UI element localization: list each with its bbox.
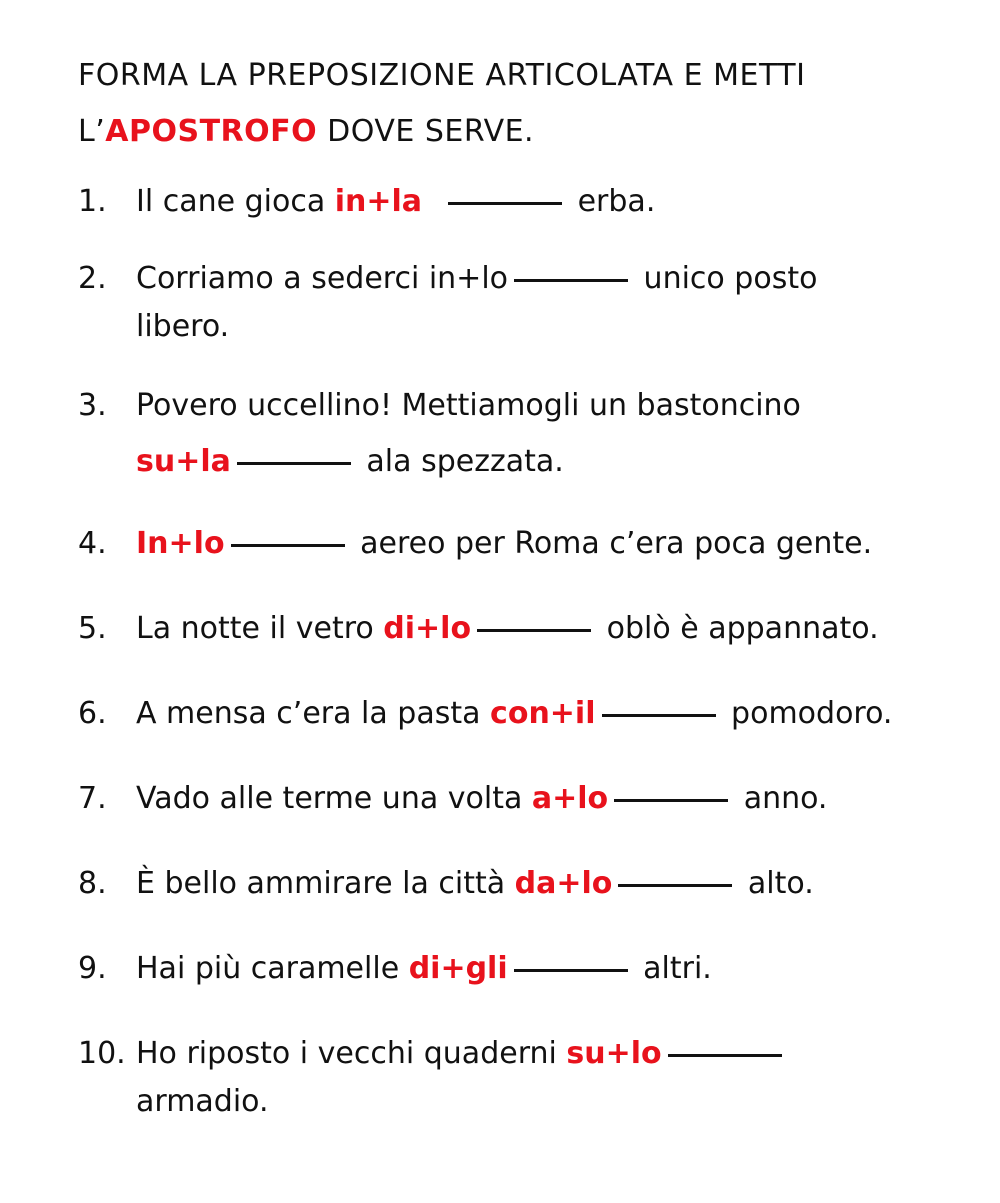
text-after: pomodoro. [721,696,893,731]
exercise-2 [78,255,958,351]
answer-blank[interactable] [231,543,345,547]
preposition-hint: su+la [136,444,231,479]
text-before: Povero uccellino! Mettiamogli un bastoncino [136,388,801,423]
exercise-10 [78,1030,958,1126]
text-after: alto. [738,866,814,901]
preposition-hint: in+la [334,184,423,219]
answer-blank[interactable] [514,278,628,282]
exercise-5 [78,605,958,653]
text-after: altri. [633,951,712,986]
exercise-1 [78,178,958,226]
answer-blank[interactable] [237,461,351,465]
exercise-number: 1. [78,184,107,219]
exercise-number: 2. [78,261,107,296]
exercise-9 [78,945,958,993]
preposition-hint: da+lo [514,866,613,901]
exercise-number: 6. [78,696,107,731]
text-before: A mensa c’era la pasta [136,696,491,731]
preposition-hint: di+gli [408,951,508,986]
answer-blank[interactable] [668,1053,782,1057]
preposition-hint: di+lo [383,611,472,646]
preposition-hint: a+lo [531,781,609,816]
title-prefix: L’ [78,114,106,149]
exercise-number: 10. [78,1036,126,1071]
text-after: oblò è appannato. [597,611,879,646]
text-before: La notte il vetro [136,611,384,646]
text-after: erba. [568,184,656,219]
preposition-hint: In+lo [136,526,225,561]
text-after: anno. [734,781,828,816]
text-before: Il cane gioca [136,184,335,219]
answer-blank[interactable] [477,628,591,632]
text-after: ala spezzata. [356,444,564,479]
answer-blank[interactable] [618,883,732,887]
exercise-number: 9. [78,951,107,986]
title-suffix: DOVE SERVE. [317,114,535,149]
answer-blank[interactable] [448,201,562,205]
exercise-number: 3. [78,388,107,423]
exercise-6 [78,690,958,738]
title-highlight: APOSTROFO [105,114,318,149]
text-after-line-2: libero. [136,309,230,344]
answer-blank[interactable] [614,798,728,802]
text-before: Vado alle terme una volta [136,781,532,816]
exercise-8 [78,860,958,908]
exercise-number: 8. [78,866,107,901]
text-after: unico posto [634,261,818,296]
text-before: Ho riposto i vecchi quaderni [136,1036,567,1071]
preposition-hint: in+lo [428,261,509,296]
exercise-3 [78,378,958,490]
preposition-hint: con+il [490,696,596,731]
text-after-line-2: armadio. [136,1084,269,1119]
exercise-number: 5. [78,611,107,646]
exercise-number: 4. [78,526,107,561]
title-line-2 [78,104,958,160]
text-before: È bello ammirare la città [136,866,515,901]
text-after: aereo per Roma c’era poca gente. [350,526,873,561]
answer-blank[interactable] [602,713,716,717]
title-line-1: FORMA LA PREPOSIZIONE ARTICOLATA E METTI [78,58,806,93]
answer-blank[interactable] [514,968,628,972]
text-before: Corriamo a sederci [136,261,429,296]
exercise-7 [78,775,958,823]
instructions-title [78,48,958,160]
exercise-number: 7. [78,781,107,816]
text-before: Hai più caramelle [136,951,409,986]
preposition-hint: su+lo [566,1036,662,1071]
exercise-4 [78,520,958,568]
